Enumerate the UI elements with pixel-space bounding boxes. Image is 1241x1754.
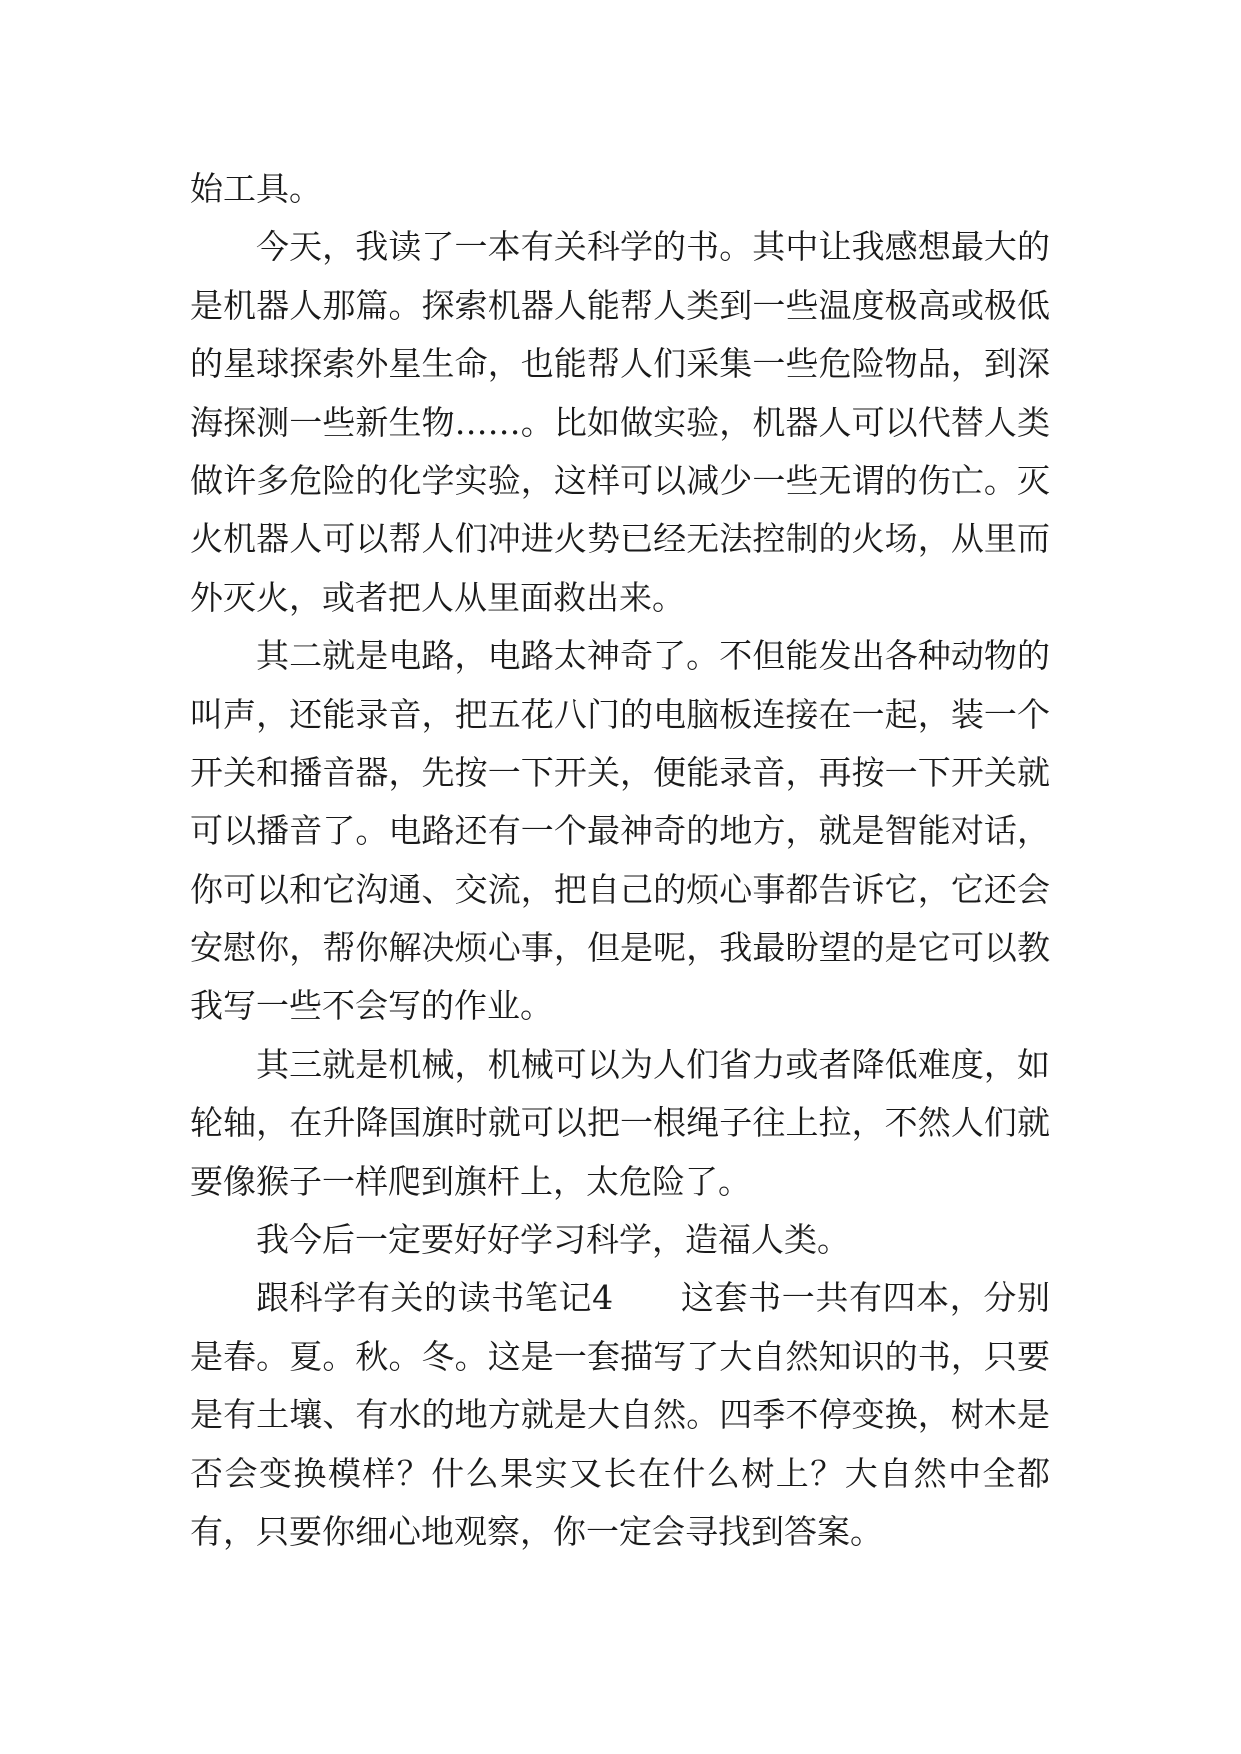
text-line: 叫声，还能录音，把五花八门的电脑板连接在一起，装一个 — [190, 694, 1050, 734]
text-line: 其三就是机械，机械可以为人们省力或者降低难度，如 — [256, 1044, 1050, 1084]
text-line: 始工具。 — [190, 169, 322, 208]
text-line: 是机器人那篇。探索机器人能帮人类到一些温度极高或极低 — [190, 285, 1050, 325]
text-line: 有，只要你细心地观察，你一定会寻找到答案。 — [190, 1511, 883, 1551]
text-line: 要像猴子一样爬到旗杆上，太危险了。 — [190, 1161, 751, 1201]
text-line: 是春。夏。秋。冬。这是一套描写了大自然知识的书，只要 — [190, 1336, 1050, 1376]
text-line: 可以播音了。电路还有一个最神奇的地方，就是智能对话， — [190, 811, 1050, 851]
text-line: 开关和播音器，先按一下开关，便能录音，再按一下开关就 — [190, 752, 1050, 792]
text-line: 轮轴，在升降国旗时就可以把一根绳子往上拉，不然人们就 — [190, 1103, 1050, 1143]
text-line: 是有土壤、有水的地方就是大自然。四季不停变换，树木是 — [190, 1395, 1050, 1435]
text-line: 你可以和它沟通、交流，把自己的烦心事都告诉它，它还会 — [190, 869, 1050, 909]
text-line: 我今后一定要好好学习科学，造福人类。 — [256, 1220, 850, 1260]
text-line: 的星球探索外星生命，也能帮人们采集一些危险物品，到深 — [190, 344, 1050, 384]
text-line: 做许多危险的化学实验，这样可以减少一些无谓的伤亡。灭 — [190, 460, 1050, 500]
text-line: 火机器人可以帮人们冲进火势已经无法控制的火场，从里而 — [190, 519, 1050, 559]
text-line: 今天，我读了一本有关科学的书。其中让我感想最大的 — [256, 227, 1050, 267]
document-body — [190, 160, 1050, 1561]
text-line: 海探测一些新生物……。比如做实验，机器人可以代替人类 — [190, 402, 1050, 442]
text-line: 外灭火，或者把人从里面救出来。 — [190, 577, 685, 617]
text-line: 否会变换模样？什么果实又长在什么树上？大自然中全都 — [190, 1453, 1050, 1493]
text-line: 安慰你，帮你解决烦心事，但是呢，我最盼望的是它可以教 — [190, 928, 1050, 968]
text-line: 我写一些不会写的作业。 — [190, 986, 553, 1026]
text-line: 跟科学有关的读书笔记4 这套书一共有四本，分别 — [256, 1278, 1050, 1318]
text-line: 其二就是电路，电路太神奇了。不但能发出各种动物的 — [256, 636, 1050, 676]
